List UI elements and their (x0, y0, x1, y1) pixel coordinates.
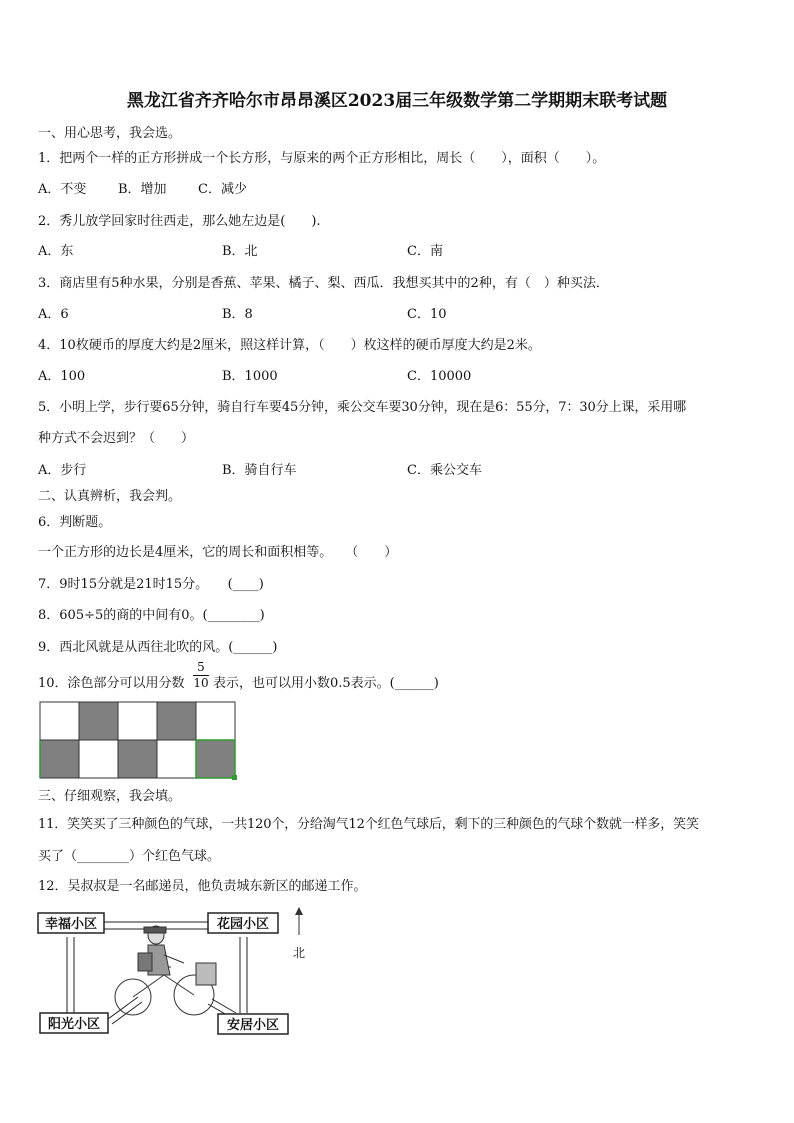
q3-option-a: A．6 (38, 307, 69, 322)
question-4-stem: 4．10枚硬币的厚度大约是2厘米，照这样计算，（ ）枚这样的硬币厚度大约是2米。 (38, 338, 541, 353)
postman-illustration (115, 926, 216, 1015)
q5-option-b: B．骑自行车 (222, 463, 297, 478)
district-map (36, 905, 326, 1040)
question-5-stem-line1: 5．小明上学，步行要65分钟，骑自行车要45分钟，乘公交车要30分钟，现在是6：55分，7：30分上课，采用哪 (38, 400, 687, 415)
section-2-heading: 二、认真辨析，我会判。 (38, 489, 182, 504)
q2-option-c: C．南 (407, 244, 443, 259)
grid-cell (40, 702, 79, 740)
q1-option-b: B．增加 (118, 182, 167, 197)
grid-cell (118, 702, 157, 740)
q2-option-a: A．东 (38, 244, 74, 259)
q4-option-a: A．100 (38, 369, 86, 384)
question-1-stem: 1．把两个一样的正方形拼成一个长方形，与原来的两个正方形相比，周长（ ），面积（ ）。 (38, 151, 606, 166)
grid-cell (157, 702, 196, 740)
question-12-stem: 12．吴叔叔是一名邮递员，他负责城东新区的邮递工作。 (38, 879, 367, 894)
question-11-line2: 买了（________）个红色气球。 (38, 849, 221, 864)
section-3-heading: 三、仔细观察，我会填。 (38, 789, 182, 804)
north-arrow-icon (293, 907, 305, 960)
resize-handle[interactable] (232, 775, 237, 780)
fraction (193, 660, 209, 691)
q1-option-c: C．减少 (198, 182, 247, 197)
grid-cell (79, 702, 118, 740)
place-box-xingfu (38, 913, 104, 933)
question-7: 7．9时15分就是21时15分。 (____) (38, 577, 264, 592)
question-6-statement: 一个正方形的边长是4厘米，它的周长和面积相等。 （ ） (38, 545, 398, 560)
question-10-text-after: 表示，也可以用小数0.5表示。(______) (213, 676, 439, 691)
place-box-huayuan (208, 913, 278, 933)
place-label-yangguang: 阳光小区 (47, 1017, 101, 1032)
grid-cell (196, 702, 235, 740)
fraction-numerator: 5 (193, 660, 209, 676)
place-label-xingfu: 幸福小区 (44, 917, 98, 932)
q1-option-a: A．不变 (38, 182, 87, 197)
place-label-anju: 安居小区 (226, 1018, 280, 1033)
place-label-huayuan: 花园小区 (216, 917, 270, 932)
question-2-stem: 2．秀儿放学回家时往西走，那么她左边是( ). (38, 214, 321, 229)
page-title: 黑龙江省齐齐哈尔市昂昂溪区2023届三年级数学第二学期期末联考试题 (126, 91, 668, 111)
fraction-denominator: 10 (193, 676, 209, 690)
section-1-heading: 一、用心思考，我会选。 (38, 126, 182, 141)
question-3-stem: 3．商店里有5种水果，分别是香蕉、苹果、橘子、梨、西瓜．我想买其中的2种，有（ ）种买法． (38, 276, 609, 291)
q4-option-b: B．1000 (222, 369, 278, 384)
question-10-text-before: 10．涂色部分可以用分数 (38, 676, 185, 691)
q5-option-c: C．乘公交车 (407, 463, 482, 478)
question-8: 8．605÷5的商的中间有0。(________) (38, 608, 265, 623)
place-box-yangguang (40, 1013, 108, 1033)
q3-option-c: C．10 (407, 307, 447, 322)
grid-cell (79, 740, 118, 778)
north-label: 北 (292, 946, 306, 960)
q5-option-a: A．步行 (38, 463, 87, 478)
place-box-anju (218, 1014, 288, 1034)
question-5-stem-line2: 种方式不会迟到？（ ） (38, 431, 195, 446)
grid-cell (40, 740, 79, 778)
grid-cell (118, 740, 157, 778)
grid-cell (157, 740, 196, 778)
grid-cell (196, 740, 235, 778)
question-6-stem: 6．判断题。 (38, 515, 112, 530)
question-11-line1: 11．笑笑买了三种颜色的气球，一共120个，分给淘气12个红色气球后，剩下的三种颜色的气球个数就一样多，笑笑 (38, 817, 699, 832)
q4-option-c: C．10000 (407, 369, 472, 384)
q2-option-b: B．北 (222, 244, 258, 259)
question-9: 9．西北风就是从西往北吹的风。(______) (38, 640, 278, 655)
q3-option-b: B．8 (222, 307, 253, 322)
shaded-grid-figure (38, 700, 242, 782)
